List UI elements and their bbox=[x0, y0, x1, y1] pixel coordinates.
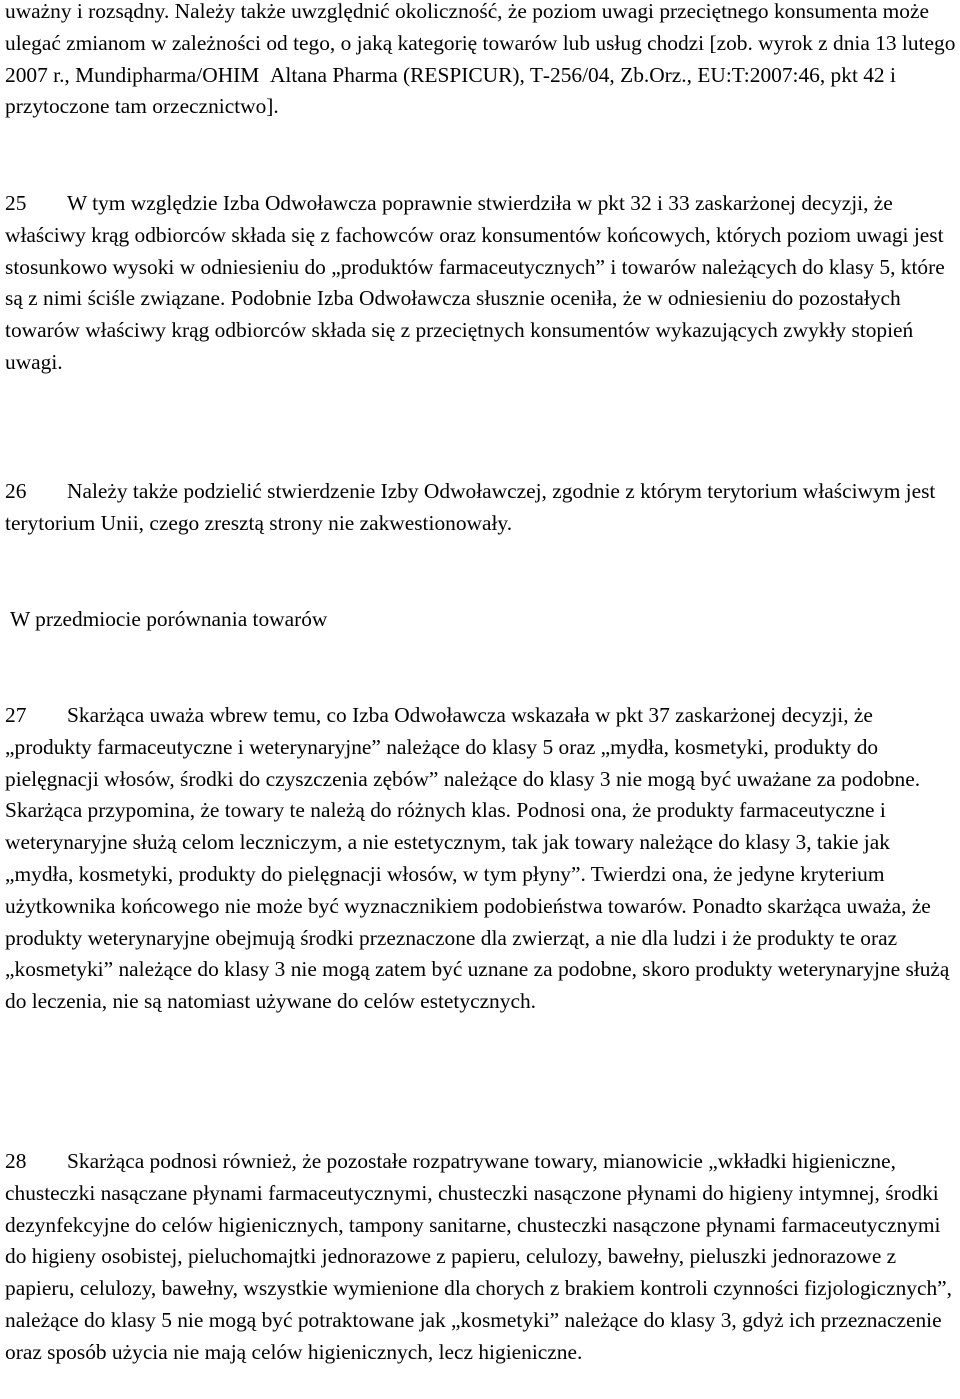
paragraph-text: Należy także podzielić stwierdzenie Izby Odwoławczej, zgodnie z którym terytorium właściwym jest terytorium Unii, czego zresztą strony nie zakwestionowały. bbox=[5, 479, 936, 535]
paragraph-text: Skarżąca uważa wbrew temu, co Izba Odwoławcza wskazała w pkt 37 zaskarżonej decyzji, że „produkty farmaceutyczne i weterynaryjne” należące do klasy 5 oraz „mydła, kosmetyki, produkty do pielęgnacji włosów, środki do czyszczenia zębów” należące do klasy 3 nie mogą być uważane za podobne. Skarżąca przypomina, że towary te należą do różnych klas. Podnosi ona, że produkty farmaceutyczne i weterynaryjne służą celom leczniczym, a nie estetycznym, tak jak towary należące do klasy 3, takie jak „mydła, kosmetyki, produkty do pielęgnacji włosów, w tym płyny”. Twierdzi ona, że jedyne kryterium użytkownika końcowego nie może być wyznacznikiem podobieństwa towarów. Ponadto skarżąca uważa, że produkty weterynaryjne obejmują środki przeznaczone dla zwierząt, a nie dla ludzi i że produkty te oraz „kosmetyki” należące do klasy 3 nie mogą zatem być uznane za podobne, skoro produkty weterynaryjne służą do leczenia, nie są natomiast używane do celów estetycznych. bbox=[5, 703, 950, 1014]
section-heading-text: W przedmiocie porównania towarów bbox=[10, 607, 328, 631]
paragraph-25 bbox=[5, 188, 957, 379]
paragraph-text: W tym względzie Izba Odwoławcza poprawnie stwierdziła w pkt 32 i 33 zaskarżonej decyzji, że właściwy krąg odbiorców składa się z fachowców oraz konsumentów końcowych, których poziom uwagi jest stosunkowo wysoki w odniesieniu do „produktów farmaceutycznych” i towarów należących do klasy 5, które są z nimi ściśle związane. Podobnie Izba Odwoławcza słusznie oceniła, że w odniesieniu do pozostałych towarów właściwy krąg odbiorców składa się z przeciętnych konsumentów wykazujących zwykły stopień uwagi. bbox=[5, 191, 945, 374]
paragraph-number: 25 bbox=[5, 191, 27, 215]
section-heading bbox=[10, 604, 950, 636]
paragraph-number: 27 bbox=[5, 703, 27, 727]
paragraph-number: 28 bbox=[5, 1149, 27, 1173]
intro-paragraph bbox=[5, 0, 957, 123]
paragraph-number: 26 bbox=[5, 479, 27, 503]
paragraph-text: Skarżąca podnosi również, że pozostałe rozpatrywane towary, mianowicie „wkładki higieniczne, chusteczki nasączane płynami farmaceutycznymi, chusteczki nasączone płynami do higieny intymnej, środki dezynfekcyjne do celów higienicznych, tampony sanitarne, chusteczki nasączone płynami farmaceutycznymi do higieny osobistej, pieluchomajtki jednorazowe z papieru, celulozy, bawełny, pieluszki jednorazowe z papieru, celulozy, bawełny, wszystkie wymienione dla chorych z brakiem kontroli czynności fizjologicznych”, należące do klasy 5 nie mogą być potraktowane jak „kosmetyki” należące do klasy 3, gdyż ich przeznaczenie oraz sposób użycia nie mają celów higienicznych, lecz higieniczne. bbox=[5, 1149, 953, 1364]
paragraph-26 bbox=[5, 476, 957, 540]
intro-text: uważny i rozsądny. Należy także uwzględnić okoliczność, że poziom uwagi przeciętnego konsumenta może ulegać zmianom w zależności od tego, o jaką kategorię towarów lub usług chodzi [zob. wyrok z dnia 13 lutego 2007 r., Mundipharma/OHIM Altana Pharma (RESPICUR), T‑256/04, Zb.Orz., EU:T:2007:46, pkt 42 i przytoczone tam orzecznictwo]. bbox=[5, 0, 956, 119]
paragraph-28 bbox=[5, 1146, 957, 1369]
paragraph-27 bbox=[5, 700, 957, 1018]
